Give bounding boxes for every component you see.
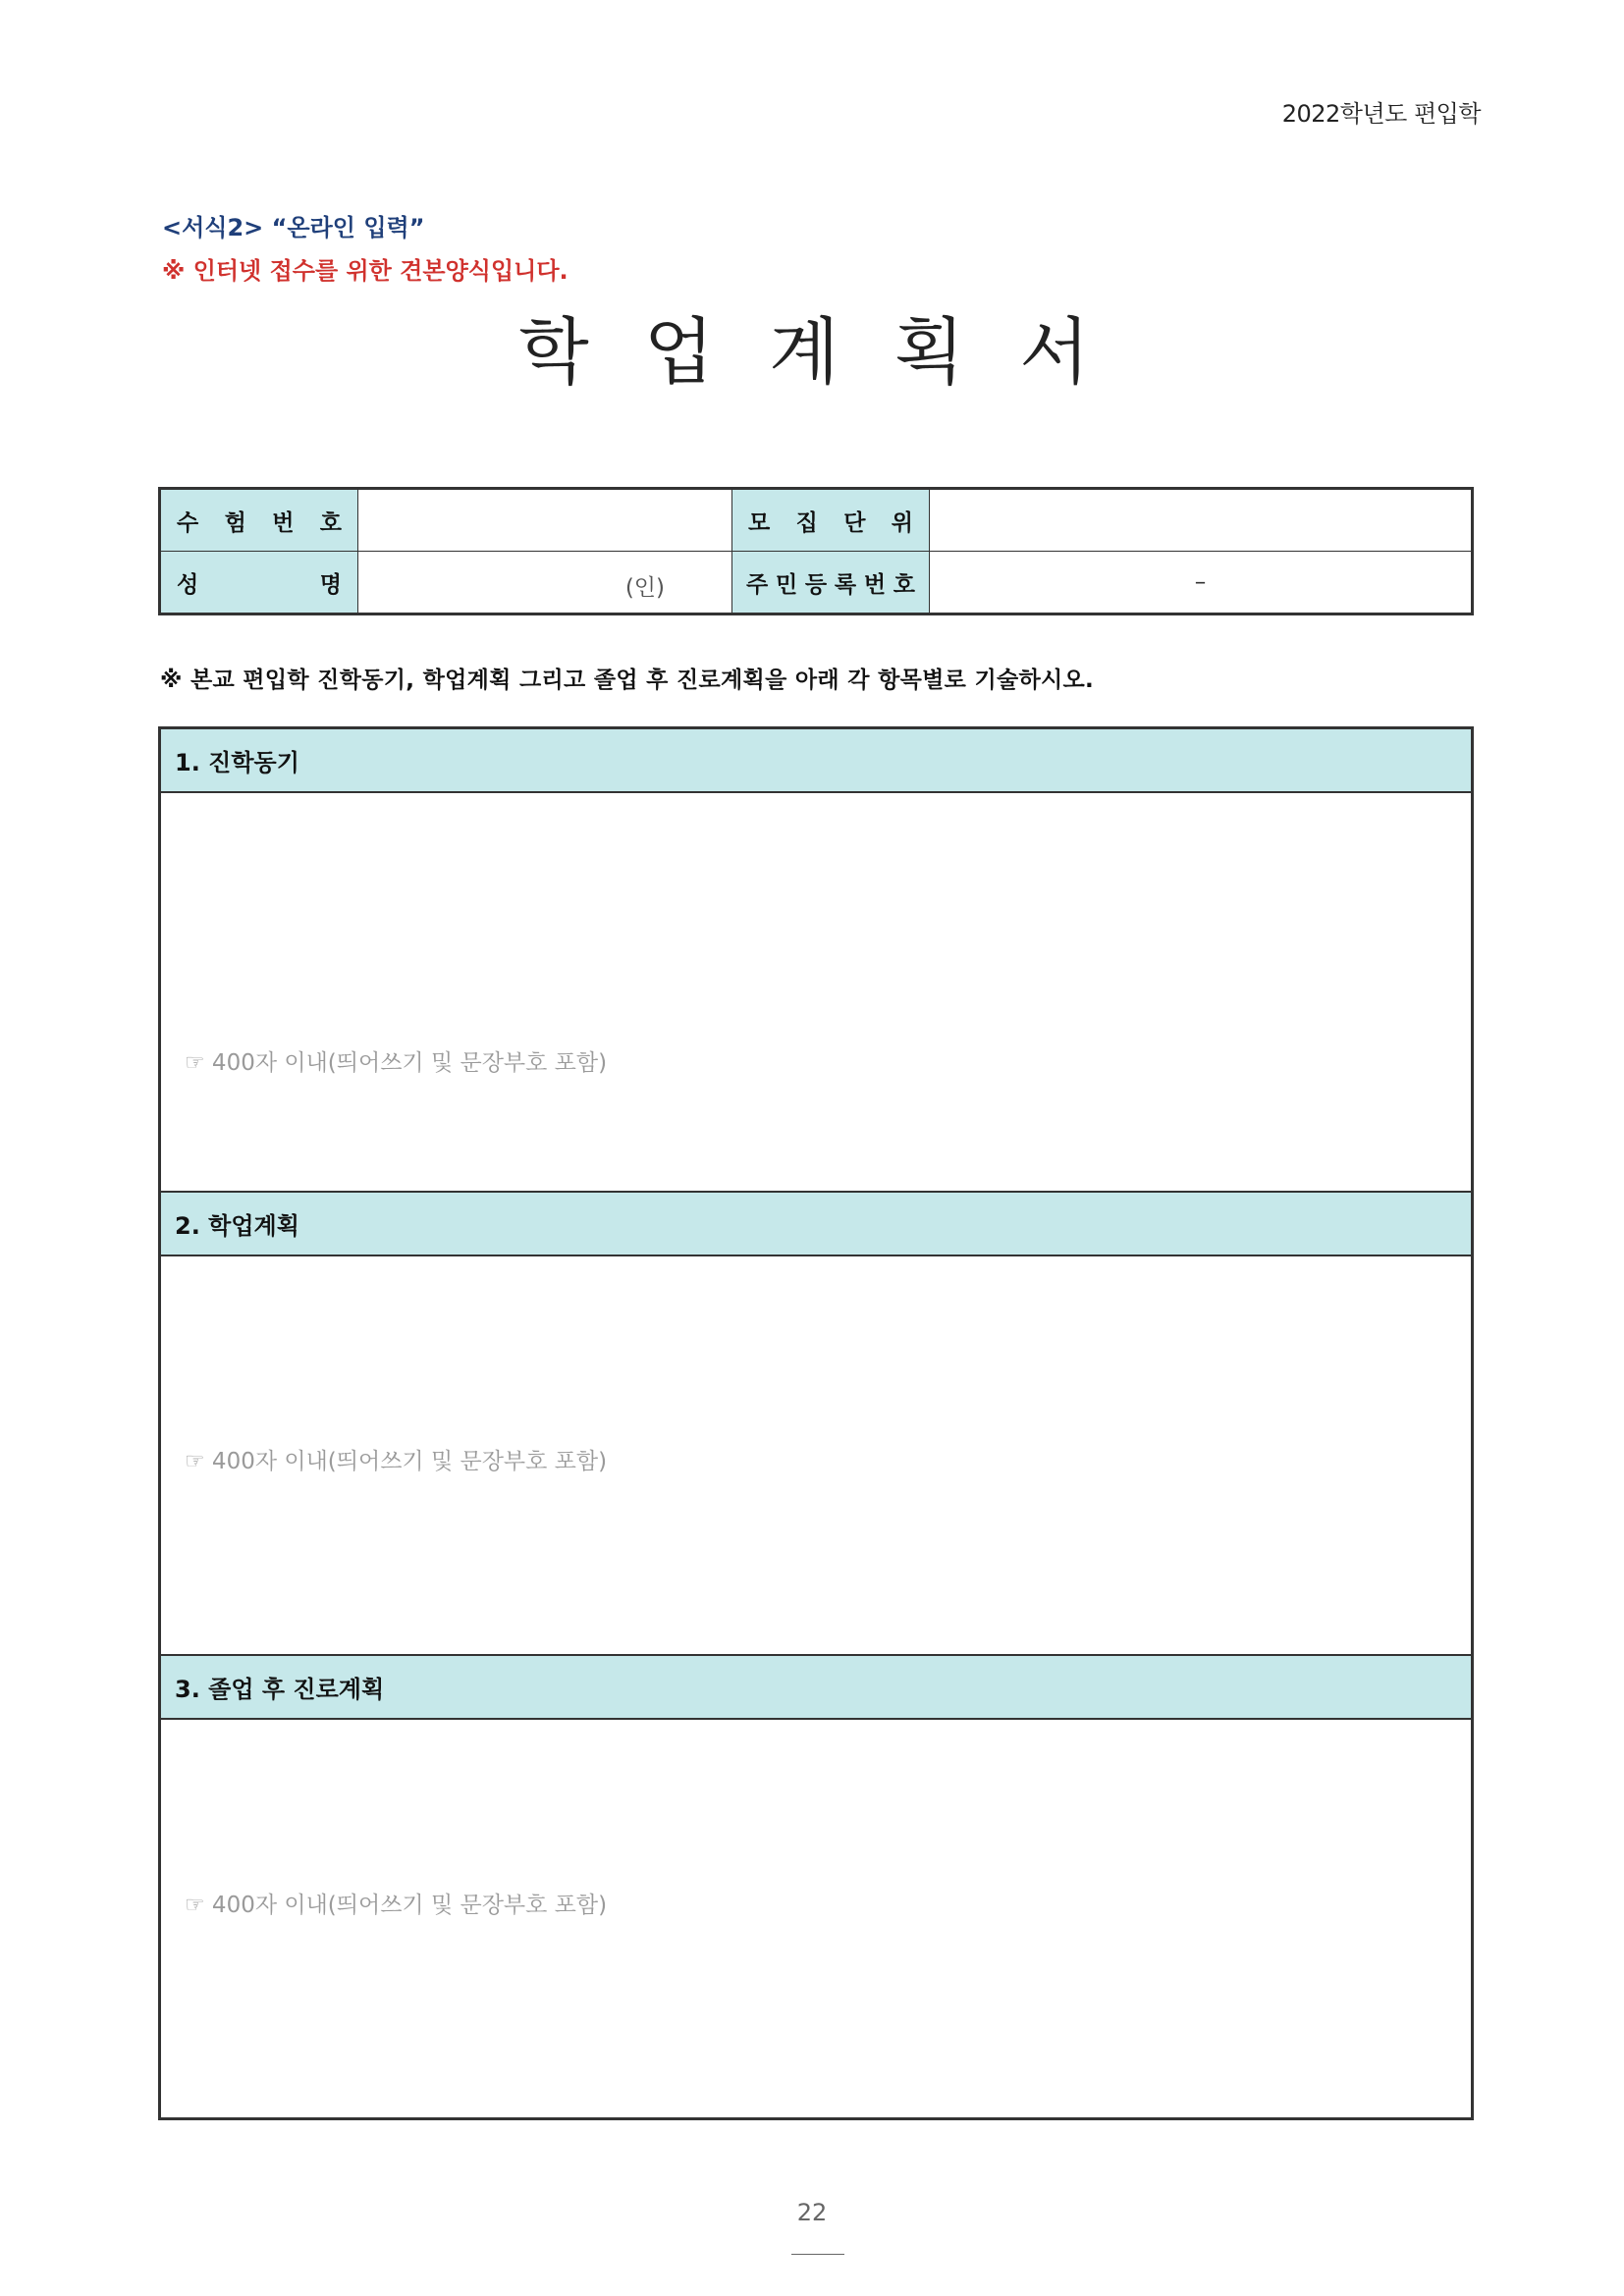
recruit-unit-label: 모 집 단 위 bbox=[732, 489, 930, 552]
page-number: 22 bbox=[796, 2199, 828, 2226]
page-number-underline bbox=[791, 2254, 844, 2255]
exam-number-field[interactable] bbox=[358, 489, 732, 552]
sample-form-notice: ※ 인터넷 접수를 위한 견본양식입니다. bbox=[162, 257, 568, 285]
exam-number-label: 수 험 번 호 bbox=[160, 489, 358, 552]
char-limit-hint: ☞ 400자 이내(띄어쓰기 및 문장부호 포함) bbox=[185, 1449, 608, 1474]
name-label: 성 명 bbox=[160, 552, 358, 614]
section-body-career-plan[interactable] bbox=[161, 1720, 1471, 2117]
form-code-label: <서식2> “온라인 입력” bbox=[162, 214, 425, 241]
section-header-study-plan: 2. 학업계획 bbox=[161, 1193, 1471, 1256]
char-limit-hint: ☞ 400자 이내(띄어쓰기 및 문장부호 포함) bbox=[185, 1050, 608, 1076]
recruit-unit-field[interactable] bbox=[930, 489, 1473, 552]
name-field[interactable] bbox=[358, 552, 732, 614]
applicant-info-table bbox=[158, 487, 1474, 615]
document-title: 학업계획서 bbox=[518, 310, 1145, 395]
section-body-motivation[interactable] bbox=[161, 793, 1471, 1193]
study-plan-sections bbox=[158, 726, 1474, 2120]
char-limit-hint: ☞ 400자 이내(띄어쓰기 및 문장부호 포함) bbox=[185, 1893, 608, 1918]
admission-year-label: 2022학년도 편입학 bbox=[1281, 100, 1481, 128]
resident-number-label: 주 민 등 록 번 호 bbox=[732, 552, 930, 614]
writing-instruction: ※ 본교 편입학 진학동기, 학업계획 그리고 졸업 후 진로계획을 아래 각 항목별로 기술하시오. bbox=[160, 667, 1095, 693]
section-header-career-plan: 3. 졸업 후 진로계획 bbox=[161, 1656, 1471, 1720]
section-body-study-plan[interactable] bbox=[161, 1256, 1471, 1656]
resident-number-field[interactable]: – bbox=[930, 552, 1473, 614]
seal-mark: (인) bbox=[624, 575, 665, 601]
section-header-motivation: 1. 진학동기 bbox=[161, 729, 1471, 793]
